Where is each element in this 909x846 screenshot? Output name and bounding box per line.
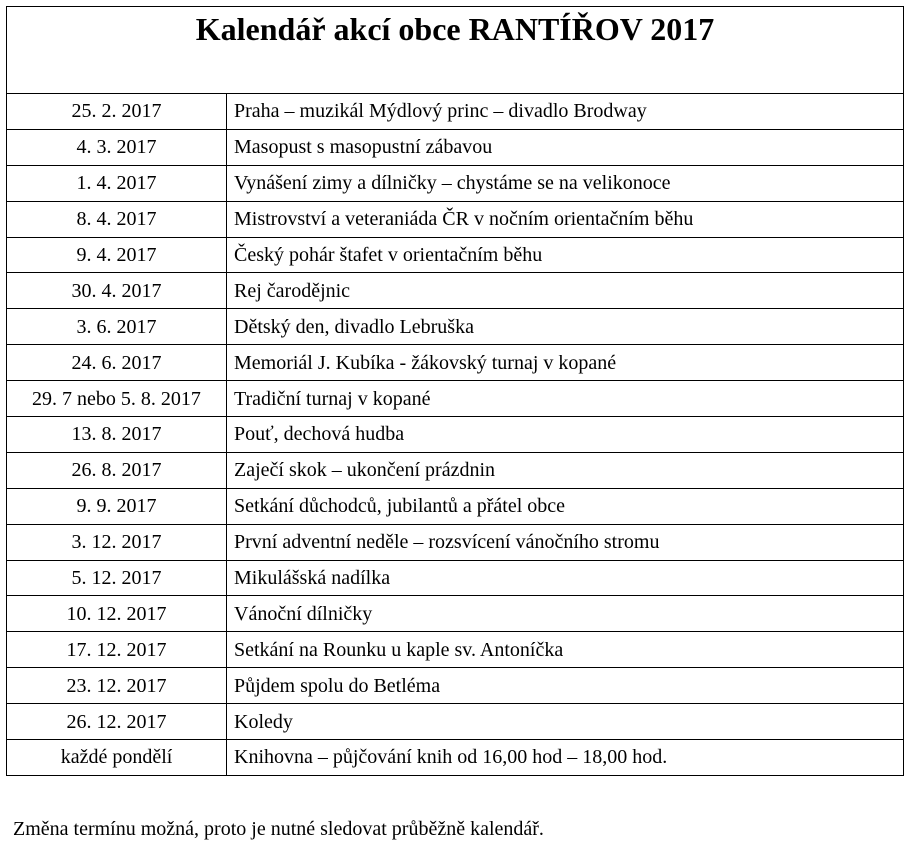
event-date: 5. 12. 2017 bbox=[7, 560, 227, 596]
event-description: Půjdem spolu do Betléma bbox=[227, 668, 904, 704]
event-date: každé pondělí bbox=[7, 740, 227, 776]
event-date: 13. 8. 2017 bbox=[7, 417, 227, 453]
event-date: 30. 4. 2017 bbox=[7, 273, 227, 309]
table-row bbox=[7, 596, 904, 632]
event-description: Setkání důchodců, jubilantů a přátel obce bbox=[227, 488, 904, 524]
event-date: 26. 12. 2017 bbox=[7, 704, 227, 740]
event-description: Zaječí skok – ukončení prázdnin bbox=[227, 452, 904, 488]
page-title: Kalendář akcí obce RANTÍŘOV 2017 bbox=[195, 11, 715, 47]
table-row bbox=[7, 129, 904, 165]
table-row bbox=[7, 94, 904, 130]
table-row bbox=[7, 632, 904, 668]
event-date: 1. 4. 2017 bbox=[7, 165, 227, 201]
event-date: 29. 7 nebo 5. 8. 2017 bbox=[7, 381, 227, 417]
event-date: 25. 2. 2017 bbox=[7, 94, 227, 130]
table-row bbox=[7, 740, 904, 776]
event-description: Mikulášská nadílka bbox=[227, 560, 904, 596]
event-description: Praha – muzikál Mýdlový princ – divadlo Brodway bbox=[227, 94, 904, 130]
table-row bbox=[7, 488, 904, 524]
event-description: Vánoční dílničky bbox=[227, 596, 904, 632]
event-description: Memoriál J. Kubíka - žákovský turnaj v kopané bbox=[227, 345, 904, 381]
table-row bbox=[7, 201, 904, 237]
table-row bbox=[7, 452, 904, 488]
table-row bbox=[7, 668, 904, 704]
event-description: První adventní neděle – rozsvícení vánočního stromu bbox=[227, 524, 904, 560]
table-row bbox=[7, 273, 904, 309]
event-description: Knihovna – půjčování knih od 16,00 hod – 18,00 hod. bbox=[227, 740, 904, 776]
event-description: Setkání na Rounku u kaple sv. Antoníčka bbox=[227, 632, 904, 668]
event-date: 4. 3. 2017 bbox=[7, 129, 227, 165]
event-calendar-table bbox=[6, 6, 904, 776]
title-row bbox=[7, 7, 904, 94]
event-date: 3. 12. 2017 bbox=[7, 524, 227, 560]
event-date: 23. 12. 2017 bbox=[7, 668, 227, 704]
table-row bbox=[7, 309, 904, 345]
footer-note: Změna termínu možná, proto je nutné sledovat průběžně kalendář. bbox=[13, 818, 544, 840]
event-date: 9. 9. 2017 bbox=[7, 488, 227, 524]
event-description: Dětský den, divadlo Lebruška bbox=[227, 309, 904, 345]
event-date: 26. 8. 2017 bbox=[7, 452, 227, 488]
title-cell bbox=[7, 7, 904, 94]
event-description: Rej čarodějnic bbox=[227, 273, 904, 309]
event-date: 17. 12. 2017 bbox=[7, 632, 227, 668]
event-date: 10. 12. 2017 bbox=[7, 596, 227, 632]
table-row bbox=[7, 524, 904, 560]
event-description: Masopust s masopustní zábavou bbox=[227, 129, 904, 165]
table-row bbox=[7, 237, 904, 273]
table-row bbox=[7, 165, 904, 201]
table-row bbox=[7, 345, 904, 381]
event-date: 9. 4. 2017 bbox=[7, 237, 227, 273]
event-description: Koledy bbox=[227, 704, 904, 740]
event-description: Vynášení zimy a dílničky – chystáme se na velikonoce bbox=[227, 165, 904, 201]
event-date: 8. 4. 2017 bbox=[7, 201, 227, 237]
table-row bbox=[7, 560, 904, 596]
table-row bbox=[7, 704, 904, 740]
event-date: 24. 6. 2017 bbox=[7, 345, 227, 381]
event-description: Tradiční turnaj v kopané bbox=[227, 381, 904, 417]
event-date: 3. 6. 2017 bbox=[7, 309, 227, 345]
table-row bbox=[7, 417, 904, 453]
event-description: Pouť, dechová hudba bbox=[227, 417, 904, 453]
event-description: Mistrovství a veteraniáda ČR v nočním orientačním běhu bbox=[227, 201, 904, 237]
event-description: Český pohár štafet v orientačním běhu bbox=[227, 237, 904, 273]
table-row bbox=[7, 381, 904, 417]
